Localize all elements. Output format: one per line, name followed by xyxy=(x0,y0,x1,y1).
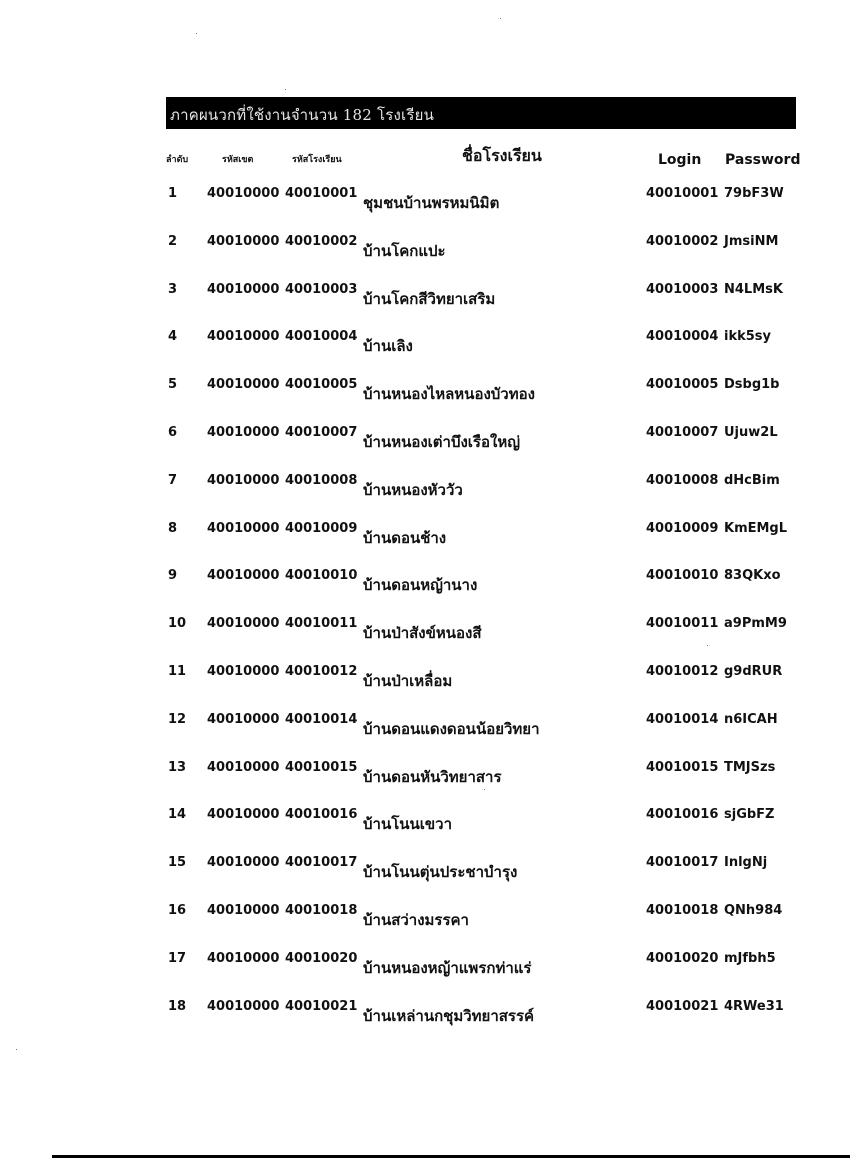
row-seq: 12 xyxy=(168,711,187,727)
row-login: 40010002 xyxy=(646,233,719,249)
table-row xyxy=(0,994,850,1042)
row-password: TMJSzs xyxy=(724,759,776,775)
row-school-name: บ้านเหล่านกชุมวิทยาสรรค์ xyxy=(363,1006,535,1025)
row-seq: 9 xyxy=(168,568,178,584)
header-school-code: รหัสโรงเรียน xyxy=(292,155,342,165)
row-seq: 17 xyxy=(168,950,187,966)
row-area-code: 40010000 xyxy=(207,663,280,679)
row-password: n6ICAH xyxy=(724,711,778,727)
row-school-name: บ้านหนองไหลหนองบัวทอง xyxy=(363,385,535,404)
row-school-code: 40010001 xyxy=(285,186,358,201)
row-area-code: 40010000 xyxy=(207,424,280,440)
row-seq: 6 xyxy=(168,424,178,440)
bottom-divider xyxy=(52,1155,850,1158)
row-school-name: บ้านหนองหญ้าแพรกท่าแร่ xyxy=(363,958,532,977)
table-row xyxy=(0,898,850,946)
header-password: Password xyxy=(725,152,801,168)
title-banner xyxy=(166,97,796,129)
row-login: 40010003 xyxy=(646,281,719,297)
row-school-code: 40010007 xyxy=(285,424,358,440)
row-school-name: ชุมชนบ้านพรหมนิมิต xyxy=(363,194,500,212)
row-login: 40010016 xyxy=(646,807,719,823)
row-seq: 11 xyxy=(168,663,187,679)
table-row xyxy=(0,181,850,229)
row-area-code: 40010000 xyxy=(207,807,280,823)
row-seq: 5 xyxy=(168,377,178,393)
table-row xyxy=(0,420,850,468)
row-login: 40010021 xyxy=(646,998,719,1014)
row-seq: 2 xyxy=(168,233,178,249)
header-area-code: รหัสเขต xyxy=(222,155,254,165)
row-school-name: บ้านป่าเหลื่อม xyxy=(363,671,453,690)
row-login: 40010012 xyxy=(646,663,719,679)
row-seq: 14 xyxy=(168,807,187,823)
row-area-code: 40010000 xyxy=(207,520,280,536)
row-school-code: 40010017 xyxy=(285,855,358,871)
row-login: 40010018 xyxy=(646,902,719,918)
scan-speck xyxy=(707,645,708,646)
row-seq: 15 xyxy=(168,855,187,871)
row-school-code: 40010020 xyxy=(285,950,358,966)
table-row xyxy=(0,755,850,803)
row-school-name: บ้านหนองเต่าบึงเรือใหญ่ xyxy=(363,432,520,451)
row-school-name: บ้านโคกสีวิทยาเสริม xyxy=(363,289,496,308)
row-login: 40010005 xyxy=(646,377,719,393)
row-area-code: 40010000 xyxy=(207,902,280,918)
row-password: 79bF3W xyxy=(724,186,784,201)
row-school-name: บ้านโนนตุ่นประชาบำรุง xyxy=(363,863,518,882)
table-row xyxy=(0,516,850,564)
row-login: 40010004 xyxy=(646,329,719,345)
row-school-code: 40010003 xyxy=(285,281,358,297)
row-school-name: บ้านดอนช้าง xyxy=(363,528,447,547)
row-school-name: บ้านดอนแดงดอนน้อยวิทยา xyxy=(363,719,540,738)
table-row xyxy=(0,802,850,850)
row-login: 40010017 xyxy=(646,855,719,871)
row-area-code: 40010000 xyxy=(207,568,280,584)
row-area-code: 40010000 xyxy=(207,281,280,297)
row-area-code: 40010000 xyxy=(207,950,280,966)
scan-speck xyxy=(500,18,501,19)
row-password: mJfbh5 xyxy=(724,950,776,966)
row-area-code: 40010000 xyxy=(207,998,280,1014)
row-login: 40010020 xyxy=(646,950,719,966)
table-row xyxy=(0,468,850,516)
row-password: a9PmM9 xyxy=(724,616,787,632)
row-password: JmsiNM xyxy=(724,233,779,249)
row-login: 40010015 xyxy=(646,759,719,775)
row-school-name: บ้านป่าสังข์หนองสี xyxy=(363,624,482,643)
row-school-code: 40010004 xyxy=(285,329,358,345)
row-password: InlgNj xyxy=(724,855,768,871)
row-seq: 7 xyxy=(168,472,178,488)
table-row xyxy=(0,324,850,372)
table-row xyxy=(0,372,850,420)
row-school-name: บ้านหนองหัววัว xyxy=(363,480,463,499)
row-seq: 4 xyxy=(168,329,178,345)
row-area-code: 40010000 xyxy=(207,616,280,632)
table-row xyxy=(0,946,850,994)
row-school-name: บ้านโนนเขวา xyxy=(363,815,452,834)
row-login: 40010007 xyxy=(646,424,719,440)
row-area-code: 40010000 xyxy=(207,472,280,488)
row-school-name: บ้านโคกแปะ xyxy=(363,241,446,260)
row-password: Ujuw2L xyxy=(724,424,778,440)
row-seq: 3 xyxy=(168,281,178,297)
school-table xyxy=(0,181,850,1041)
row-password: g9dRUR xyxy=(724,663,783,679)
row-password: 4RWe31 xyxy=(724,998,784,1014)
row-school-code: 40010002 xyxy=(285,233,358,249)
table-row xyxy=(0,611,850,659)
page-title: ภาคผนวกที่ใช้งานจำนวน 182 โรงเรียน xyxy=(170,106,435,124)
row-password: sjGbFZ xyxy=(724,807,775,823)
table-row xyxy=(0,277,850,325)
row-area-code: 40010000 xyxy=(207,855,280,871)
table-row xyxy=(0,659,850,707)
row-password: Dsbg1b xyxy=(724,377,780,393)
row-password: N4LMsK xyxy=(724,281,783,297)
row-password: 83QKxo xyxy=(724,568,781,584)
row-school-code: 40010021 xyxy=(285,998,358,1014)
row-password: ikk5sy xyxy=(724,329,772,345)
table-row xyxy=(0,707,850,755)
row-seq: 8 xyxy=(168,520,178,536)
row-seq: 10 xyxy=(168,616,187,632)
row-password: dHcBim xyxy=(724,472,780,488)
row-login: 40010009 xyxy=(646,520,719,536)
row-password: QNh984 xyxy=(724,902,783,918)
row-login: 40010011 xyxy=(646,616,719,632)
row-seq: 13 xyxy=(168,759,187,775)
row-school-name: บ้านดอนหันวิทยาสาร xyxy=(363,767,502,786)
table-header xyxy=(0,140,850,176)
scan-speck xyxy=(484,789,485,790)
row-area-code: 40010000 xyxy=(207,711,280,727)
row-area-code: 40010000 xyxy=(207,233,280,249)
row-school-code: 40010014 xyxy=(285,711,358,727)
row-seq: 18 xyxy=(168,998,187,1014)
row-login: 40010014 xyxy=(646,711,719,727)
row-school-code: 40010010 xyxy=(285,568,358,584)
row-school-code: 40010011 xyxy=(285,616,358,632)
row-area-code: 40010000 xyxy=(207,186,280,201)
scan-speck xyxy=(196,33,197,34)
row-school-name: บ้านดอนหญ้านาง xyxy=(363,576,478,595)
row-school-code: 40010009 xyxy=(285,520,358,536)
table-row xyxy=(0,850,850,898)
header-login: Login xyxy=(658,152,702,168)
row-school-name: บ้านเลิง xyxy=(363,337,413,356)
row-school-code: 40010016 xyxy=(285,807,358,823)
header-seq: ลำดับ xyxy=(166,155,189,165)
row-area-code: 40010000 xyxy=(207,329,280,345)
row-school-code: 40010015 xyxy=(285,759,358,775)
row-seq: 16 xyxy=(168,902,187,918)
row-login: 40010010 xyxy=(646,568,719,584)
table-row xyxy=(0,229,850,277)
row-password: KmEMgL xyxy=(724,520,788,536)
row-school-code: 40010008 xyxy=(285,472,358,488)
row-area-code: 40010000 xyxy=(207,377,280,393)
table-row xyxy=(0,563,850,611)
row-school-code: 40010012 xyxy=(285,663,358,679)
row-school-code: 40010018 xyxy=(285,902,358,918)
row-login: 40010008 xyxy=(646,472,719,488)
row-school-name: บ้านสว่างมรรคา xyxy=(363,910,469,929)
row-seq: 1 xyxy=(168,186,178,201)
scan-speck xyxy=(16,1049,17,1050)
scan-speck xyxy=(285,89,286,90)
row-login: 40010001 xyxy=(646,186,719,201)
row-area-code: 40010000 xyxy=(207,759,280,775)
row-school-code: 40010005 xyxy=(285,377,358,393)
header-school-name: ชื่อโรงเรียน xyxy=(462,146,542,165)
